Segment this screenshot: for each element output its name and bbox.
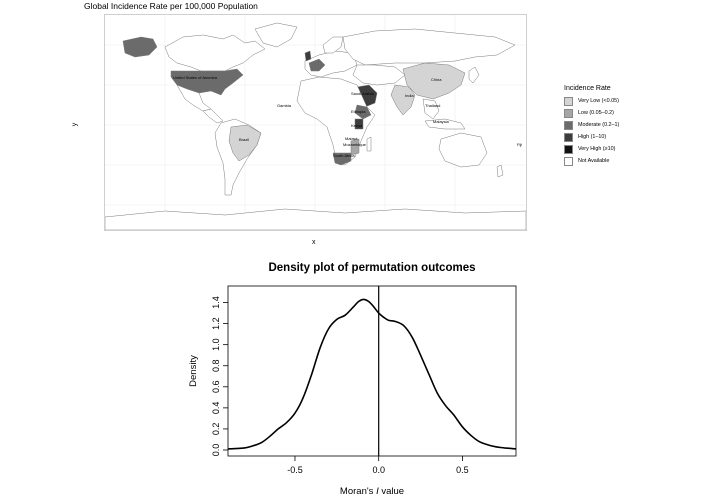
- map-y-axis-label: y: [71, 122, 79, 127]
- scandinavia-shape: [323, 37, 343, 53]
- world-map: [105, 15, 526, 230]
- legend-label: Very High (≥10): [578, 146, 616, 152]
- x-axis: [287, 456, 468, 475]
- y-tick-label: 0.4: [211, 401, 221, 415]
- japan-shape: [469, 67, 479, 83]
- plot-frame: [228, 286, 516, 456]
- legend-item: [564, 155, 619, 167]
- label-south-africa: South Africa: [333, 153, 355, 158]
- world-map-panel: [104, 14, 527, 231]
- legend-item: [564, 119, 619, 131]
- legend-label: Very Low (<0.05): [578, 98, 619, 104]
- y-tick-label: 0.6: [211, 380, 221, 394]
- density-chart: [0, 252, 706, 497]
- australia-shape: [439, 133, 487, 167]
- legend-swatch: [564, 109, 573, 118]
- russia-shape: [343, 29, 515, 65]
- label-fiji: Fiji: [517, 142, 523, 147]
- canada-shape: [165, 35, 265, 71]
- label-kenya: Kenya: [351, 123, 363, 128]
- label-ethiopia: Ethiopia: [351, 109, 366, 114]
- legend-label: Low (0.05–0.2): [578, 110, 614, 116]
- madagascar-shape: [367, 137, 371, 151]
- map-x-axis-label: x: [312, 239, 316, 246]
- new-zealand-shape: [497, 165, 503, 177]
- label-thailand: Thailand: [425, 103, 441, 108]
- x-tick-label: 0.5: [456, 465, 469, 475]
- label-usa: United States of America: [173, 75, 218, 80]
- central-asia-shape: [353, 65, 405, 85]
- legend-item: [564, 143, 619, 155]
- label-malawi: Malawi: [345, 136, 358, 141]
- legend-swatch: [564, 97, 573, 106]
- legend-item: [564, 131, 619, 143]
- density-curve: [228, 299, 516, 449]
- legend-swatch: [564, 145, 573, 154]
- y-tick-label: 0.2: [211, 422, 221, 436]
- legend-swatch: [564, 157, 573, 166]
- label-malaysia: Malaysia: [433, 119, 449, 124]
- central-america-shape: [203, 109, 223, 123]
- label-saudi-arabia: Saudi Arabia: [351, 91, 374, 96]
- legend-title: Incidence Rate: [564, 85, 611, 92]
- x-axis-label: Moran's I value: [339, 486, 405, 497]
- alaska-shape: [123, 37, 157, 57]
- label-china: China: [431, 77, 442, 82]
- y-axis: [211, 296, 228, 456]
- legend-item: [564, 95, 619, 107]
- label-mozambique: Mozambique: [343, 142, 366, 147]
- label-gambia: Gambia: [277, 103, 292, 108]
- legend-label: High (1–10): [578, 134, 607, 140]
- y-axis-label: Density: [188, 355, 199, 387]
- x-tick-label: 0.0: [372, 465, 385, 475]
- chart-title: Density plot of permutation outcomes: [268, 262, 476, 274]
- y-tick-label: 1.4: [211, 296, 221, 309]
- antarctica-shape: [105, 209, 526, 230]
- legend-item: [564, 107, 619, 119]
- y-tick-label: 1.2: [211, 317, 221, 330]
- label-brazil: Brazil: [239, 137, 250, 142]
- legend-label: Not Available: [578, 158, 610, 164]
- legend-label: Moderate (0.2–1): [578, 122, 620, 128]
- label-india: India: [405, 93, 414, 98]
- legend-items: [564, 95, 619, 167]
- y-tick-label: 0.8: [211, 359, 221, 372]
- legend-swatch: [564, 133, 573, 142]
- x-tick-label: -0.5: [287, 465, 303, 475]
- legend-swatch: [564, 121, 573, 130]
- greenland-shape: [255, 23, 297, 47]
- map-legend: [564, 85, 619, 167]
- se-asia-shape: [423, 99, 439, 119]
- y-tick-label: 1.0: [211, 338, 221, 351]
- map-title: Global Incidence Rate per 100,000 Population: [84, 1, 258, 11]
- y-tick-label: 0.0: [211, 443, 221, 457]
- uk-shape: [305, 51, 311, 61]
